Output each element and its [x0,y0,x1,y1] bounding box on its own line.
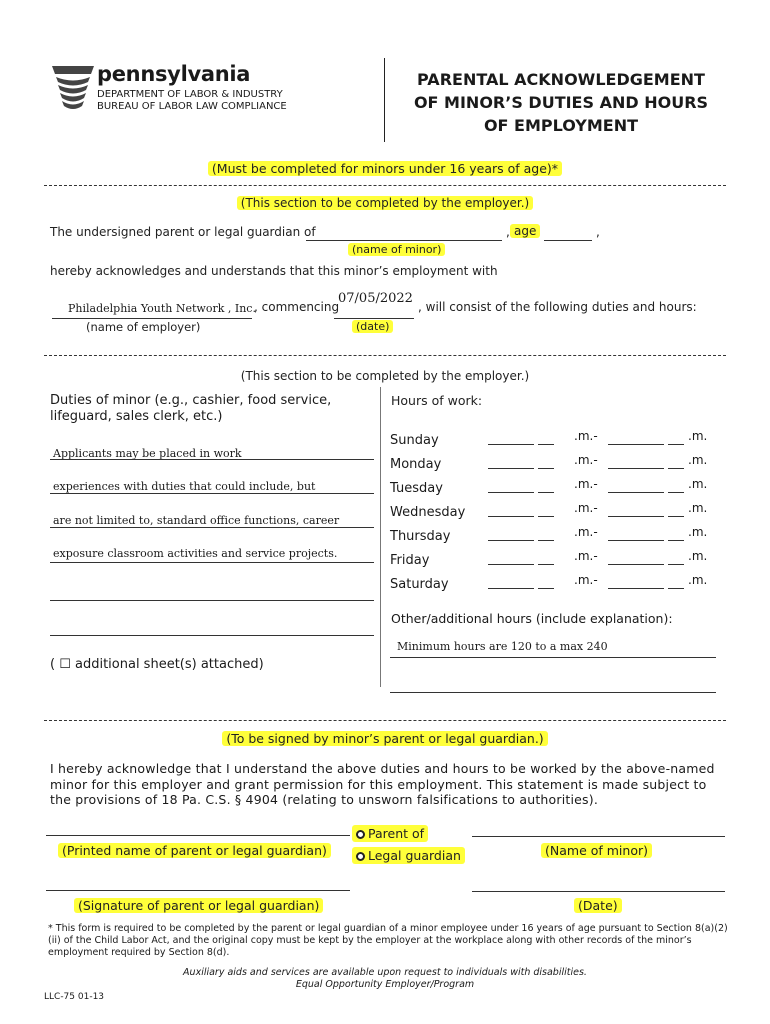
start-ampm-field[interactable] [538,588,554,589]
minor-name-signature-field[interactable] [472,836,725,837]
other-hours-label: Other/additional hours (include explanation): [391,611,673,626]
hours-row [390,429,726,453]
hours-label: Hours of work: [391,393,483,408]
start-time-field[interactable] [488,588,534,589]
commencing-text: , commencing [254,300,340,314]
end-ampm: .m. [688,477,708,491]
dashed-divider-3 [44,720,726,721]
start-ampm-field[interactable] [538,564,554,565]
age-trailing-comma: , [596,225,600,239]
hours-row [390,549,726,573]
day-label: Tuesday [390,481,443,496]
dept-line-2: BUREAU OF LABOR LAW COMPLIANCE [97,101,287,112]
header-divider [384,58,385,142]
duties-line-1[interactable] [50,459,374,460]
start-ampm-field[interactable] [538,516,554,517]
signature-label: (Signature of parent or legal guardian) [74,898,323,913]
date-label: (date) [352,320,393,333]
end-time-field[interactable] [608,588,664,589]
form-title [392,68,730,137]
date-value: 07/05/2022 [338,291,413,306]
start-time-field[interactable] [488,540,534,541]
end-ampm-field[interactable] [668,588,684,589]
section2-note: (This section to be completed by the employer.) [240,369,530,383]
title-line-1: PARENTAL ACKNOWLEDGEMENT [417,70,705,89]
end-time-field[interactable] [608,468,664,469]
logo-wordmark: pennsylvania [97,62,251,86]
duties-line-3[interactable] [50,527,374,528]
duties-line-3-text: are not limited to, standard office functions, career [53,514,340,527]
duties-line-4[interactable] [50,562,374,563]
parent-of-chip [352,825,428,842]
start-ampm-sep: .m.- [574,525,598,539]
employer-field[interactable] [52,318,252,319]
start-time-field[interactable] [488,468,534,469]
start-ampm-field[interactable] [538,444,554,445]
aux-line-2: Equal Opportunity Employer/Program [295,979,475,990]
start-ampm-sep: .m.- [574,549,598,563]
start-time-field[interactable] [488,492,534,493]
end-ampm: .m. [688,525,708,539]
day-label: Friday [390,553,430,568]
end-time-field[interactable] [608,492,664,493]
signature-date-label: (Date) [574,898,622,913]
consist-text: , will consist of the following duties and hours: [418,300,697,314]
parent-of-label: Parent of [368,826,425,841]
dashed-divider-1 [44,185,726,186]
duties-line-5[interactable] [50,600,374,601]
duties-line-6[interactable] [50,635,374,636]
day-label: Thursday [390,529,451,544]
end-ampm: .m. [688,549,708,563]
section2-note-wrap [0,365,770,384]
name-of-minor-signature-label: (Name of minor) [541,843,652,858]
notice-wrap [0,158,770,177]
dept-line-1: DEPARTMENT OF LABOR & INDUSTRY [97,89,283,100]
signature-date-field[interactable] [472,891,725,892]
day-label: Saturday [390,577,449,592]
start-ampm-sep: .m.- [574,573,598,587]
end-ampm: .m. [688,501,708,515]
employer-value: Philadelphia Youth Network , Inc. [68,302,256,315]
keystone-logo-icon [48,62,98,112]
day-label: Wednesday [390,505,466,520]
start-ampm-sep: .m.- [574,453,598,467]
other-hours-value: Minimum hours are 120 to a max 240 [397,640,608,653]
start-ampm-sep: .m.- [574,429,598,443]
other-hours-line-2[interactable] [390,692,716,693]
section1-note: (This section to be completed by the employer.) [237,196,533,210]
acknowledgement-statement: I hereby acknowledge that I understand the above duties and hours to be worked by the above-named minor for this employer and grant permission for this employment. This statement is made subject to the provisions of 18 Pa. C.S. § 4904 (relating to unsworn falsifications to authorities). [50,761,715,807]
end-time-field[interactable] [608,540,664,541]
section3-note: (To be signed by minor’s parent or legal guardian.) [222,731,547,746]
date-field[interactable] [334,318,414,319]
duties-line-2[interactable] [50,493,374,494]
end-ampm: .m. [688,573,708,587]
end-ampm-field[interactable] [668,516,684,517]
day-label: Monday [390,457,442,472]
duties-line-1-text: Applicants may be placed in work [53,447,242,460]
start-ampm-field[interactable] [538,540,554,541]
name-of-minor-label: (name of minor) [348,243,445,256]
attached-text[interactable]: ( ☐ additional sheet(s) attached) [50,657,264,672]
end-ampm-field[interactable] [668,468,684,469]
hours-row [390,453,726,477]
start-ampm-field[interactable] [538,492,554,493]
end-time-field[interactable] [608,516,664,517]
duties-line-2-text: experiences with duties that could include, but [53,480,316,493]
radio-icon [356,830,365,839]
duties-line-4-text: exposure classroom activities and service projects. [53,547,338,560]
hours-divider [380,387,381,687]
parent-of-option[interactable] [352,823,428,842]
start-time-field[interactable] [488,444,534,445]
duties-label-line-2: lifeguard, sales clerk, etc.) [50,409,223,424]
end-ampm-field[interactable] [668,540,684,541]
pa-logo [48,62,98,112]
title-line-2: OF MINOR’S DUTIES AND HOURS [413,93,709,112]
age-field[interactable] [544,240,592,241]
hours-row [390,477,726,501]
end-ampm: .m. [688,453,708,467]
hours-row [390,501,726,525]
section1-note-wrap [0,192,770,211]
end-ampm-field[interactable] [668,492,684,493]
end-ampm-field[interactable] [668,444,684,445]
printed-name-field[interactable] [46,835,350,836]
guardian-text: The undersigned parent or legal guardian of [50,225,316,239]
other-hours-line-1[interactable] [390,657,716,658]
radio-icon [356,852,365,861]
printed-name-label: (Printed name of parent or legal guardian) [58,843,331,858]
start-ampm-sep: .m.- [574,477,598,491]
title-line-3: OF EMPLOYMENT [483,116,639,135]
age-label: age [510,224,540,238]
section3-note-wrap [0,728,770,747]
start-time-field[interactable] [488,516,534,517]
aux-line-1: Auxiliary aids and services are available upon request to individuals with disabilities. [183,967,587,978]
age-comma: , [506,225,510,239]
duties-label-line-1: Duties of minor (e.g., cashier, food service, [50,393,332,408]
end-ampm: .m. [688,429,708,443]
legal-guardian-label: Legal guardian [368,848,461,863]
legal-guardian-chip [352,847,465,864]
dashed-divider-2 [44,355,726,356]
duties-label [50,393,331,425]
footnote: * This form is required to be completed by the parent or legal guardian of a minor employee under 16 years of age pursuant to Section 8(a)(2)(ii) of the Child Labor Act, and the original copy must be kept by the employer at the workplace along with other records of the minor’s employment required by Section 8(d). [48,923,728,958]
hours-row [390,525,726,549]
start-time-field[interactable] [488,564,534,565]
employer-label: (name of employer) [86,320,201,334]
form-code: LLC-75 01-13 [44,992,105,1002]
end-time-field[interactable] [608,564,664,565]
start-ampm-sep: .m.- [574,501,598,515]
signature-field[interactable] [46,890,350,891]
legal-guardian-option[interactable] [352,845,465,864]
day-label: Sunday [390,433,439,448]
end-ampm-field[interactable] [668,564,684,565]
hours-row [390,573,726,597]
end-time-field[interactable] [608,444,664,445]
minor-name-field[interactable] [306,240,502,241]
ack-text: hereby acknowledges and understands that this minor’s employment with [50,264,498,278]
under-16-notice: (Must be completed for minors under 16 years of age)* [208,161,562,176]
start-ampm-field[interactable] [538,468,554,469]
hours-table [390,429,726,597]
